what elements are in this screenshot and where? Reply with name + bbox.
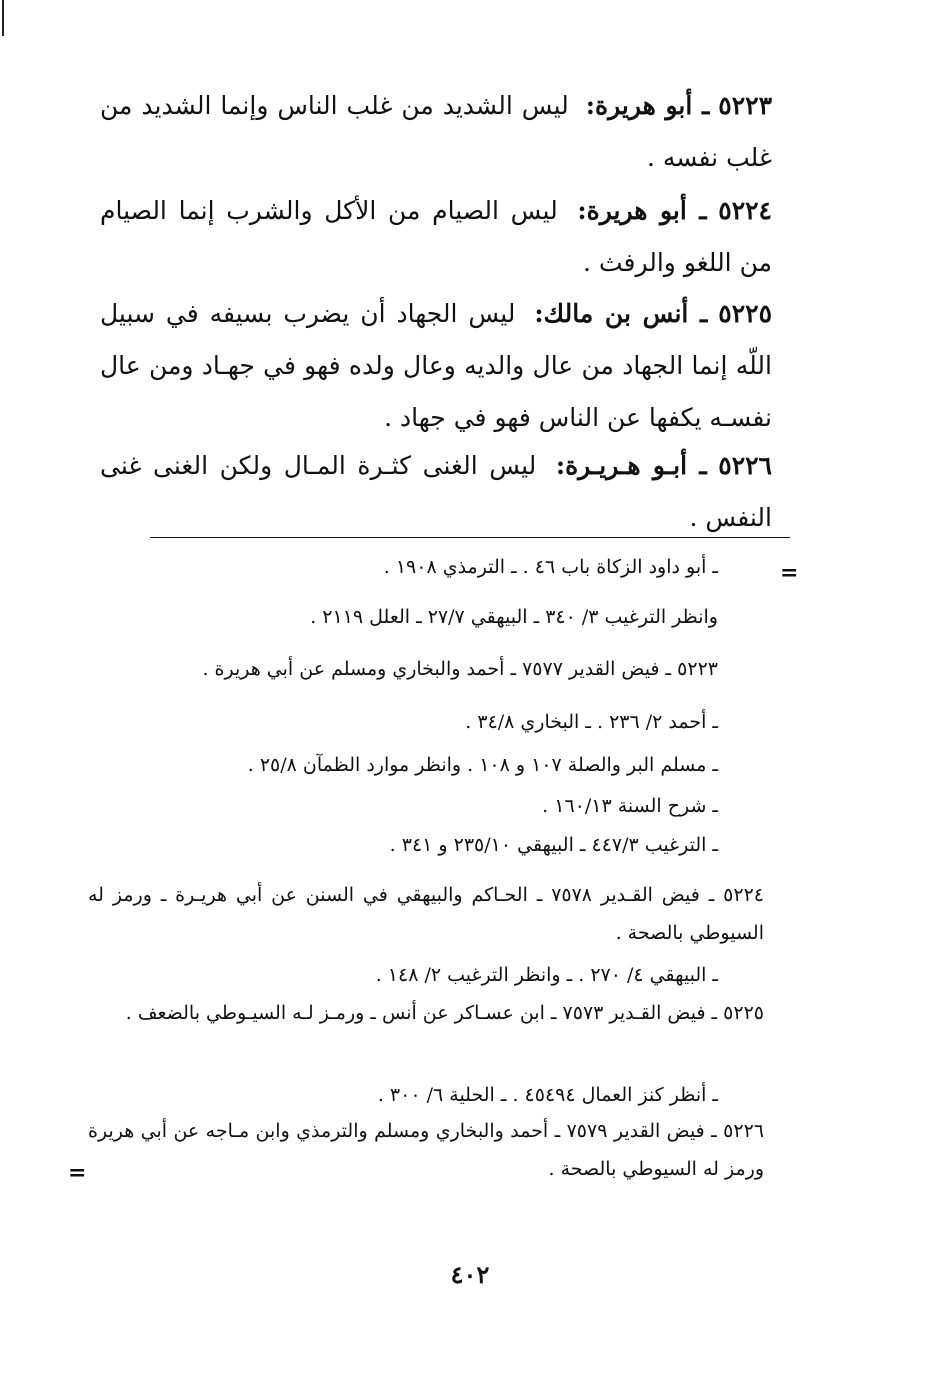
footnote-line: ـ البيهقي ٤/ ٢٧٠ . ـ وانظر الترغيب ٢/ ١٤٨ . — [375, 964, 718, 986]
hadith-number: ٥٢٢٥ — [718, 299, 772, 328]
footnote-separator — [150, 537, 790, 538]
continuation-mark: = — [780, 560, 799, 586]
hadith-narrator: أنس بن مالك — [543, 299, 689, 328]
footnote-line: ـ مسلم البر والصلة ١٠٧ و ١٠٨ . وانظر موارد الظمآن ٢٥/٨ . — [247, 754, 718, 776]
hadith-number: ٥٢٢٤ — [718, 196, 772, 225]
hadith-narrator: أبـو هـريـرة — [565, 451, 688, 480]
footnote-line: ٥٢٢٥ ـ فيض القـدير ٧٥٧٣ ـ ابن عسـاكر عن أنس ـ ورمـز لـه السيـوطي بالضعف . — [125, 1002, 764, 1024]
hadith-entry: ٥٢٢٣ ـ أبو هريرة: ليس الشديد من غلب الناس وإنما الشديد من غلب نفسه . — [100, 91, 773, 172]
page-number: ٤٠٢ — [450, 1260, 490, 1289]
footnote-line: ـ الترغيب ٤٤٧/٣ ـ البيهقي ٢٣٥/١٠ و ٣٤١ . — [389, 834, 718, 856]
hadith-narrator: أبو هريرة — [586, 196, 687, 225]
hadith-text: ليس الشديد من غلب الناس وإنما الشديد من غلب نفسه . — [100, 91, 772, 172]
hadith-text: ليس الجهاد أن يضرب بسيفه في سبيل اللّه إنما الجهاد من عال والديه وعال ولده فهو في جهـاد ومن عال نفسـه يكفها عن الناس فهو في جهاد . — [100, 299, 772, 432]
footnote-line: ـ أنظر كنز العمال ٤٥٤٩٤ . ـ الحلية ٦/ ٣٠٠ . — [377, 1084, 718, 1106]
hadith-text: ليس الصيام من الأكل والشرب إنما الصيام من اللغو والرفث . — [100, 196, 772, 277]
footnote-line: ـ أحمد ٢/ ٢٣٦ . ـ البخاري ٣٤/٨ . — [465, 711, 718, 733]
hadith-entry: ٥٢٢٦ ـ أبـو هـريـرة: ليس الغنى كثـرة المـال ولكن الغنى غنى النفس . — [100, 451, 772, 532]
hadith-entry: ٥٢٢٤ ـ أبو هريرة: ليس الصيام من الأكل والشرب إنما الصيام من اللغو والرفث . — [100, 196, 772, 277]
margin-rule — [2, 0, 4, 36]
footnote-line: ٥٢٢٦ ـ فيض القدير ٧٥٧٩ ـ أحمد والبخاري ومسلم والترمذي وابن مـاجه عن أبي هريرة ورمز له السيوطي بالصحة . — [88, 1120, 764, 1180]
hadith-number: ٥٢٢٣ — [718, 91, 773, 120]
footnote-line: ـ شرح السنة ١٦٠/١٣ . — [542, 795, 718, 817]
continuation-mark: = — [68, 1160, 87, 1186]
hadith-narrator: أبو هريرة — [594, 91, 693, 120]
hadith-text: ليس الغنى كثـرة المـال ولكن الغنى غنى النفس . — [100, 451, 772, 532]
footnote-line: ٥٢٢٣ ـ فيض القدير ٧٥٧٧ ـ أحمد والبخاري ومسلم عن أبي هريرة . — [202, 658, 718, 680]
footnote-line: ٥٢٢٤ ـ فيض القـدير ٧٥٧٨ ـ الحـاكم والبيهقي في السنن عن أبي هريـرة ـ ورمز له السيوطي بالصحة . — [88, 884, 764, 944]
hadith-number: ٥٢٢٦ — [718, 451, 772, 480]
footnote-line: وانظر الترغيب ٣/ ٣٤٠ ـ البيهقي ٢٧/٧ ـ العلل ٢١١٩ . — [310, 606, 718, 628]
footnote-line: ـ أبو داود الزكاة باب ٤٦ . ـ الترمذي ١٩٠٨ . — [383, 556, 718, 578]
hadith-entry: ٥٢٢٥ ـ أنس بن مالك: ليس الجهاد أن يضرب بسيفه في سبيل اللّه إنما الجهاد من عال والديه وعال ولده فهو في جهـاد ومن عال نفسـه يكفها عن الناس فهو في جهاد . — [100, 299, 772, 432]
